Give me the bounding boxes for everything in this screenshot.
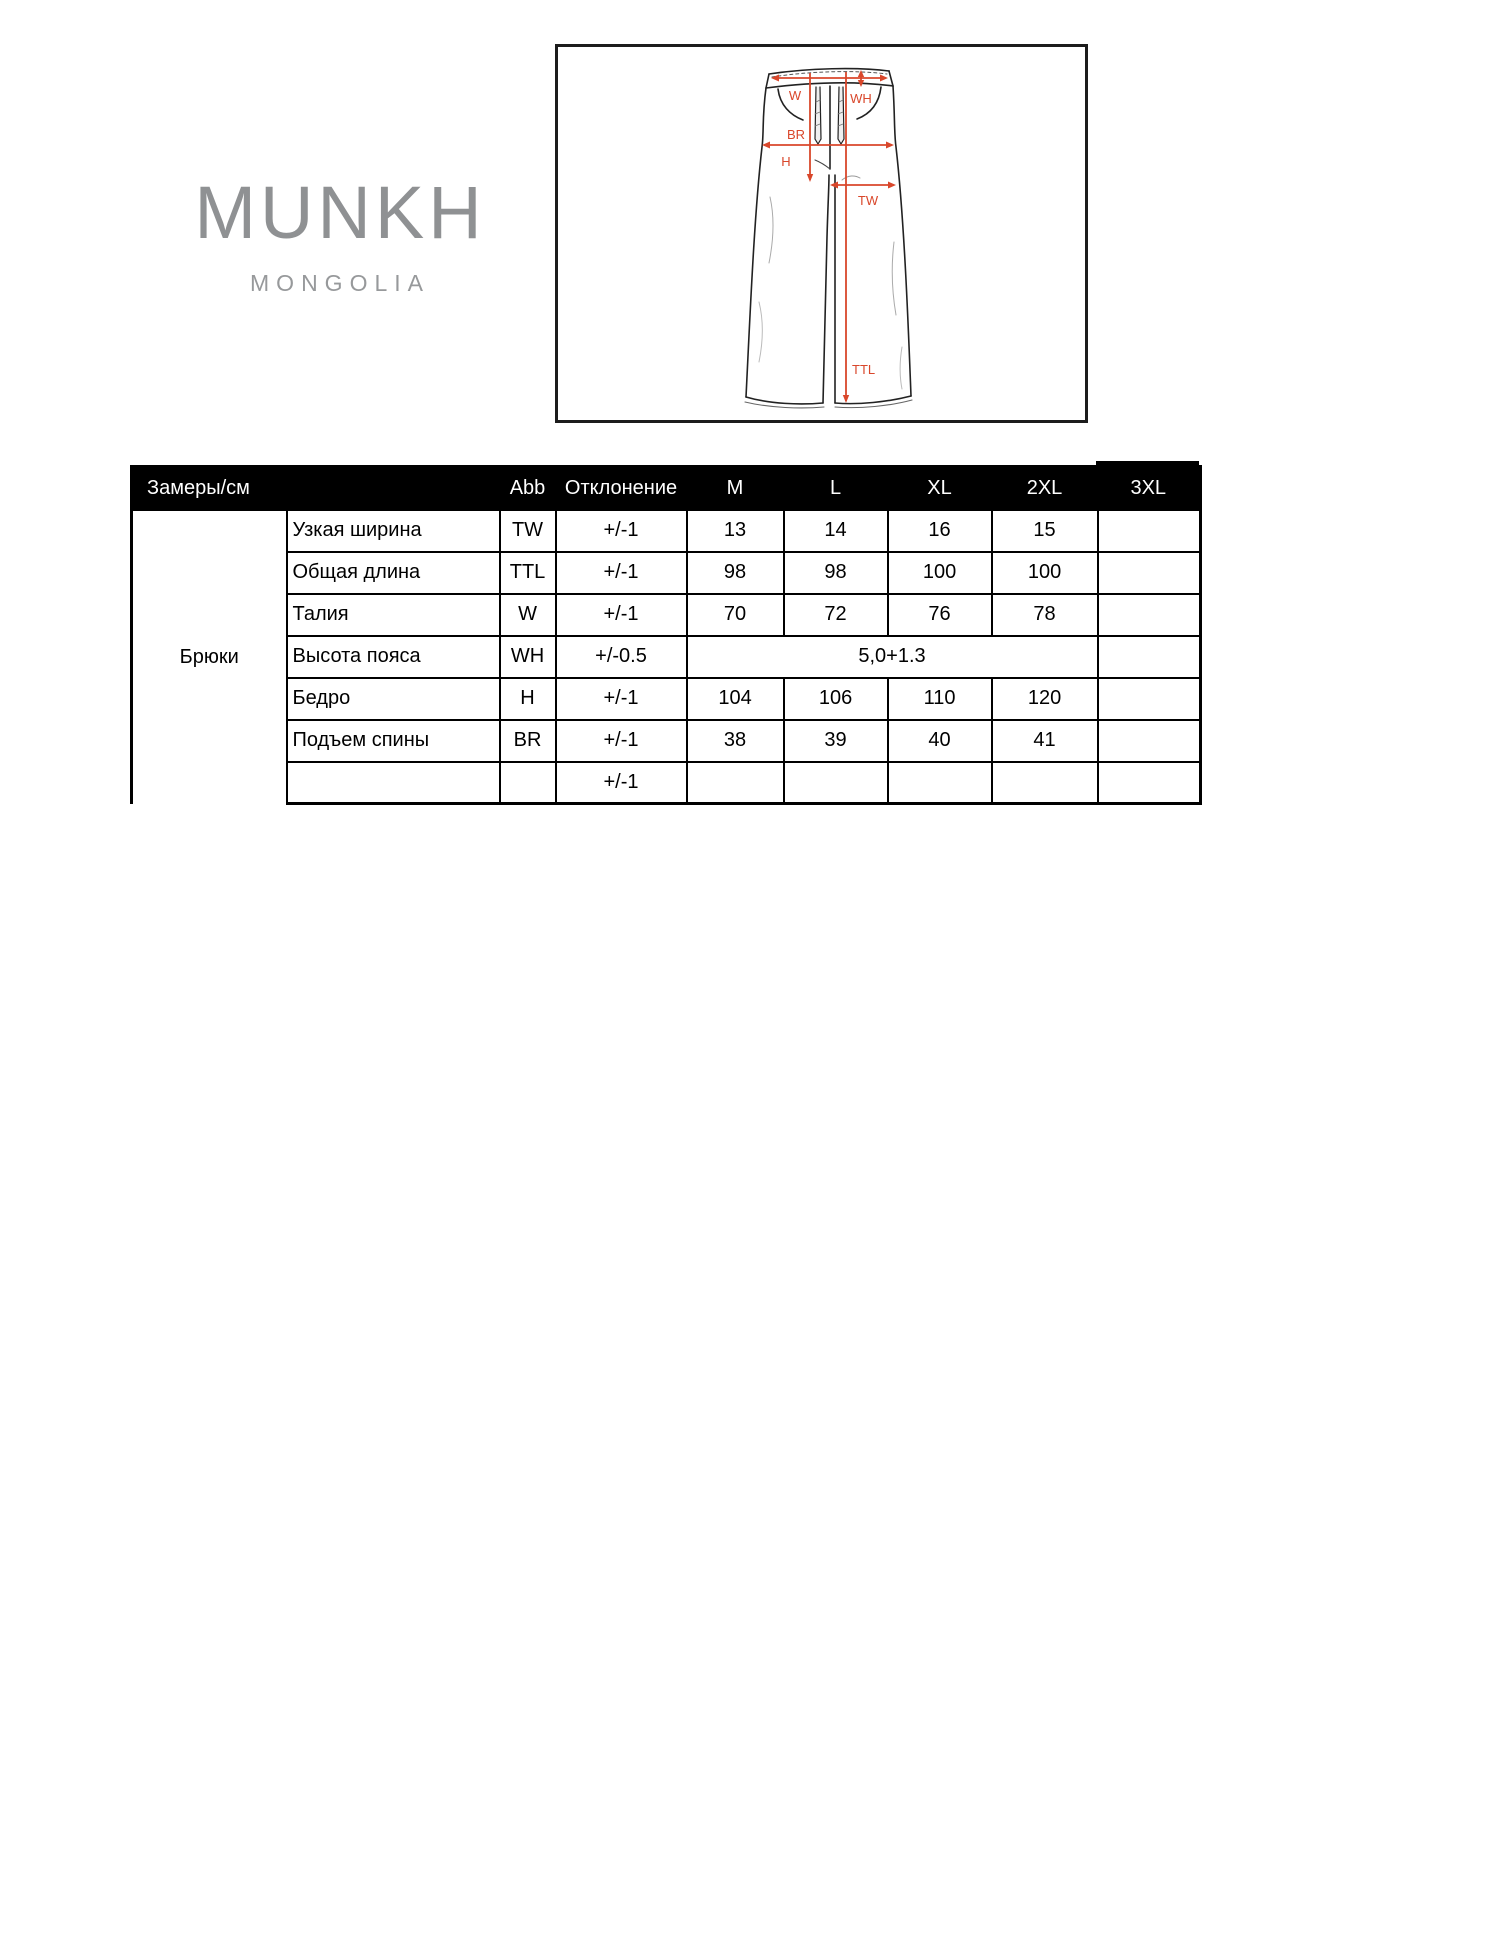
size-value-cell <box>687 762 784 804</box>
row-label-cell: Бедро <box>287 678 500 720</box>
size-value-cell <box>1098 594 1201 636</box>
size-value-cell: 16 <box>888 510 992 552</box>
size-value-cell <box>1098 510 1201 552</box>
size-value-cell <box>1098 762 1201 804</box>
row-label-cell: Подъем спины <box>287 720 500 762</box>
table-row <box>132 762 1201 804</box>
size-value-cell: 100 <box>888 552 992 594</box>
header-size-xl: XL <box>888 467 992 510</box>
header-abb: Abb <box>500 467 556 510</box>
header-size-l: L <box>784 467 888 510</box>
table-row <box>132 510 1201 552</box>
table-header-row <box>132 467 1201 510</box>
dev-cell: +/-1 <box>556 552 687 594</box>
h-annotation-label: H <box>781 154 791 169</box>
table-row <box>132 636 1201 678</box>
size-value-cell <box>992 762 1098 804</box>
brand-subtitle: MONGOLIA <box>250 270 430 296</box>
size-value-cell: 14 <box>784 510 888 552</box>
row-label-cell: Общая длина <box>287 552 500 594</box>
wh-annotation-label: WH <box>850 91 872 106</box>
header-size-m: M <box>687 467 784 510</box>
size-value-cell: 98 <box>784 552 888 594</box>
w-annotation-label: W <box>788 88 802 103</box>
dev-cell: +/-1 <box>556 594 687 636</box>
row-label-cell: Талия <box>287 594 500 636</box>
table-row <box>132 720 1201 762</box>
size-value-cell: 106 <box>784 678 888 720</box>
size-value-cell: 72 <box>784 594 888 636</box>
table-row <box>132 594 1201 636</box>
tw-annotation-label: TW <box>857 193 879 208</box>
size-value-cell: 15 <box>992 510 1098 552</box>
header-deviation: Отклонение <box>556 467 687 510</box>
size-value-cell <box>888 762 992 804</box>
dev-cell: +/-1 <box>556 762 687 804</box>
pants-sketch-icon <box>558 47 1085 420</box>
br-annotation-label: BR <box>786 127 805 142</box>
size-value-cell: 76 <box>888 594 992 636</box>
size-table <box>130 465 1202 805</box>
size-value-cell: 110 <box>888 678 992 720</box>
dev-cell: +/-1 <box>556 510 687 552</box>
abb-cell <box>500 762 556 804</box>
size-value-cell <box>784 762 888 804</box>
brand-logo <box>190 171 490 296</box>
row-label-cell: Высота пояса <box>287 636 500 678</box>
abb-cell: WH <box>500 636 556 678</box>
brand-name: MUNKH <box>194 171 486 254</box>
size-value-cell: 13 <box>687 510 784 552</box>
abb-cell: TTL <box>500 552 556 594</box>
merged-value-cell: 5,0+1.3 <box>687 636 1098 678</box>
row-label-cell: Узкая ширина <box>287 510 500 552</box>
group-label-cell: Брюки <box>132 510 287 804</box>
abb-cell: W <box>500 594 556 636</box>
table-row <box>132 678 1201 720</box>
size-value-cell <box>1098 552 1201 594</box>
size-value-cell: 100 <box>992 552 1098 594</box>
header-size-3xl: 3XL <box>1098 467 1201 510</box>
size-value-cell <box>1098 636 1201 678</box>
size-value-cell: 78 <box>992 594 1098 636</box>
abb-cell: BR <box>500 720 556 762</box>
size-value-cell: 70 <box>687 594 784 636</box>
ttl-annotation-label: TTL <box>852 362 876 377</box>
size-value-cell: 120 <box>992 678 1098 720</box>
header-size-2xl: 2XL <box>992 467 1098 510</box>
abb-cell: TW <box>500 510 556 552</box>
abb-cell: H <box>500 678 556 720</box>
size-value-cell: 38 <box>687 720 784 762</box>
table-row <box>132 552 1201 594</box>
size-value-cell: 41 <box>992 720 1098 762</box>
dev-cell: +/-0.5 <box>556 636 687 678</box>
size-value-cell <box>1098 678 1201 720</box>
size-value-cell <box>1098 720 1201 762</box>
dev-cell: +/-1 <box>556 678 687 720</box>
size-value-cell: 98 <box>687 552 784 594</box>
dev-cell: +/-1 <box>556 720 687 762</box>
size-value-cell: 104 <box>687 678 784 720</box>
size-value-cell: 39 <box>784 720 888 762</box>
header-measurements: Замеры/см <box>132 467 500 510</box>
size-value-cell: 40 <box>888 720 992 762</box>
row-label-cell <box>287 762 500 804</box>
pants-sketch-box <box>555 44 1088 423</box>
